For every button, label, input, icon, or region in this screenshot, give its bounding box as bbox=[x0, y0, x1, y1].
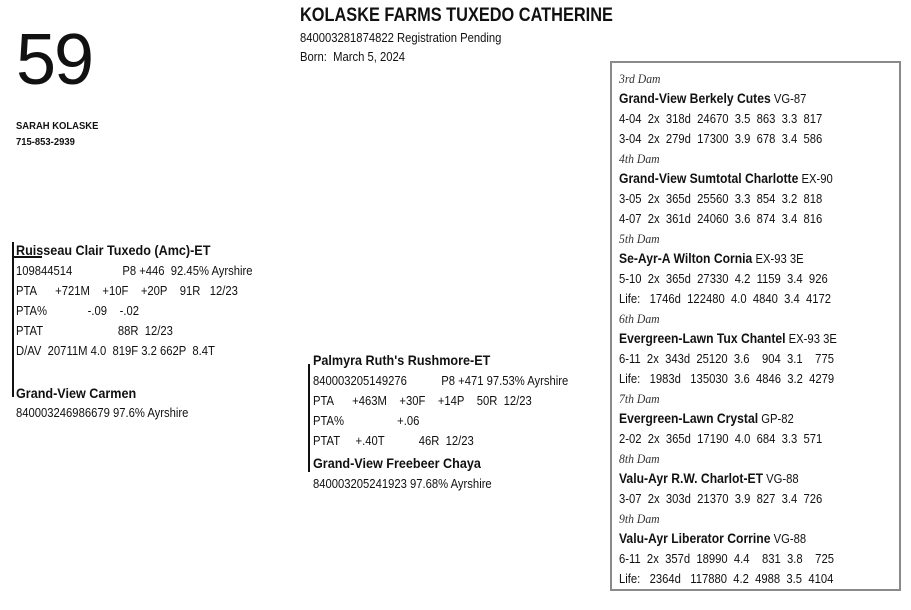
pedigree-generation-label: 9th Dam bbox=[619, 511, 660, 526]
registration-number: 840003281874822 Registration Pending bbox=[300, 31, 502, 45]
pedigree-bracket-maternal bbox=[308, 364, 310, 472]
pedigree-production-record: 6-11 2x 357d 18990 4.4 831 3.8 725 bbox=[619, 552, 834, 566]
pedigree-generation-label: 8th Dam bbox=[619, 451, 660, 466]
pedigree-dam-name: Grand-View Berkely Cutes bbox=[619, 91, 771, 106]
pedigree-production-record: 6-11 2x 343d 25120 3.6 904 3.1 775 bbox=[619, 352, 834, 366]
pedigree-bracket-sire-dam bbox=[12, 242, 14, 397]
pedigree-dam-name: Evergreen-Lawn Tux Chantel bbox=[619, 331, 786, 346]
pedigree-production-record: 2-02 2x 365d 17190 4.0 684 3.3 571 bbox=[619, 432, 823, 446]
pedigree-classification-score: EX-90 bbox=[801, 172, 833, 186]
pedigree-production-record: Life: 1746d 122480 4.0 4840 3.4 4172 bbox=[619, 292, 832, 306]
lot-number: 59 bbox=[16, 20, 93, 100]
granddam-registration: 840003205241923 97.68% Ayrshire bbox=[313, 477, 492, 491]
pedigree-dam-name: Grand-View Sumtotal Charlotte bbox=[619, 171, 799, 186]
pedigree-production-record: 3-05 2x 365d 25560 3.3 854 3.2 818 bbox=[619, 192, 823, 206]
birth-date: Born: March 5, 2024 bbox=[300, 50, 406, 64]
sire-ptat: PTAT 88R 12/23 bbox=[16, 324, 173, 338]
consignor-name: SARAH KOLASKE bbox=[16, 120, 99, 132]
sire-name: Ruisseau Clair Tuxedo (Amc)-ET bbox=[16, 242, 211, 258]
pedigree-production-record: 3-07 2x 303d 21370 3.9 827 3.4 726 bbox=[619, 492, 823, 506]
pedigree-production-record: Life: 1983d 135030 3.6 4846 3.2 4279 bbox=[619, 372, 835, 386]
pedigree-generation-label: 3rd Dam bbox=[619, 71, 661, 86]
pedigree-dam-name: Valu-Ayr Liberator Corrine bbox=[619, 531, 771, 546]
pedigree-classification-score: EX-93 3E bbox=[755, 252, 804, 266]
pedigree-dam-name-row bbox=[619, 169, 837, 189]
pedigree-classification-score: VG-87 bbox=[773, 92, 807, 106]
pedigree-dam-name-row bbox=[619, 89, 837, 109]
pedigree-classification-score: VG-88 bbox=[766, 472, 799, 486]
maternal-grandsire-name: Palmyra Ruth's Rushmore-ET bbox=[313, 352, 491, 368]
pedigree-production-record: Life: 2364d 117880 4.2 4988 3.5 4104 bbox=[619, 572, 834, 586]
maternal-grandsire-pta-percent: PTA% +.06 bbox=[313, 414, 420, 428]
animal-name: KOLASKE FARMS TUXEDO CATHERINE bbox=[300, 5, 613, 26]
dam-name: Grand-View Carmen bbox=[16, 385, 137, 401]
pedigree-generation-label: 7th Dam bbox=[619, 391, 660, 406]
sire-registration: 109844514 P8 +446 92.45% Ayrshire bbox=[16, 264, 253, 278]
pedigree-dam-name: Se-Ayr-A Wilton Cornia bbox=[619, 251, 753, 266]
maternal-grandsire-ptat: PTAT +.40T 46R 12/23 bbox=[313, 434, 474, 448]
pedigree-generation-label: 5th Dam bbox=[619, 231, 660, 246]
sire-pta: PTA +721M +10F +20P 91R 12/23 bbox=[16, 284, 238, 298]
pedigree-dam-name-row bbox=[619, 469, 837, 489]
pedigree-classification-score: VG-88 bbox=[773, 532, 807, 546]
sire-pta-percent: PTA% -.09 -.02 bbox=[16, 304, 139, 318]
sire-dav: D/AV 20711M 4.0 819F 3.2 662P 8.4T bbox=[16, 344, 215, 358]
pedigree-dam-name-row bbox=[619, 329, 837, 349]
pedigree-dam-name-row bbox=[619, 409, 837, 429]
pedigree-generation-label: 4th Dam bbox=[619, 151, 660, 166]
maternal-grandsire-pta: PTA +463M +30F +14P 50R 12/23 bbox=[313, 394, 532, 408]
pedigree-generation-label: 6th Dam bbox=[619, 311, 660, 326]
consignor-phone: 715-853-2939 bbox=[16, 136, 75, 148]
pedigree-dam-name: Valu-Ayr R.W. Charlot-ET bbox=[619, 471, 764, 486]
dam-registration: 840003246986679 97.6% Ayrshire bbox=[16, 406, 189, 420]
maternal-grandsire-registration: 840003205149276 P8 +471 97.53% Ayrshire bbox=[313, 374, 569, 388]
pedigree-dam-name-row bbox=[619, 529, 837, 549]
pedigree-classification-score: GP-82 bbox=[761, 412, 794, 426]
extended-pedigree-list bbox=[619, 69, 861, 589]
pedigree-dam-name: Evergreen-Lawn Crystal bbox=[619, 411, 759, 426]
pedigree-classification-score: EX-93 3E bbox=[788, 332, 837, 346]
extended-pedigree-box bbox=[610, 61, 901, 591]
pedigree-production-record: 4-07 2x 361d 24060 3.6 874 3.4 816 bbox=[619, 212, 823, 226]
granddam-name: Grand-View Freebeer Chaya bbox=[313, 455, 481, 471]
pedigree-production-record: 3-04 2x 279d 17300 3.9 678 3.4 586 bbox=[619, 132, 823, 146]
pedigree-production-record: 4-04 2x 318d 24670 3.5 863 3.3 817 bbox=[619, 112, 823, 126]
pedigree-production-record: 5-10 2x 365d 27330 4.2 1159 3.4 926 bbox=[619, 272, 828, 286]
pedigree-dam-name-row bbox=[619, 249, 837, 269]
